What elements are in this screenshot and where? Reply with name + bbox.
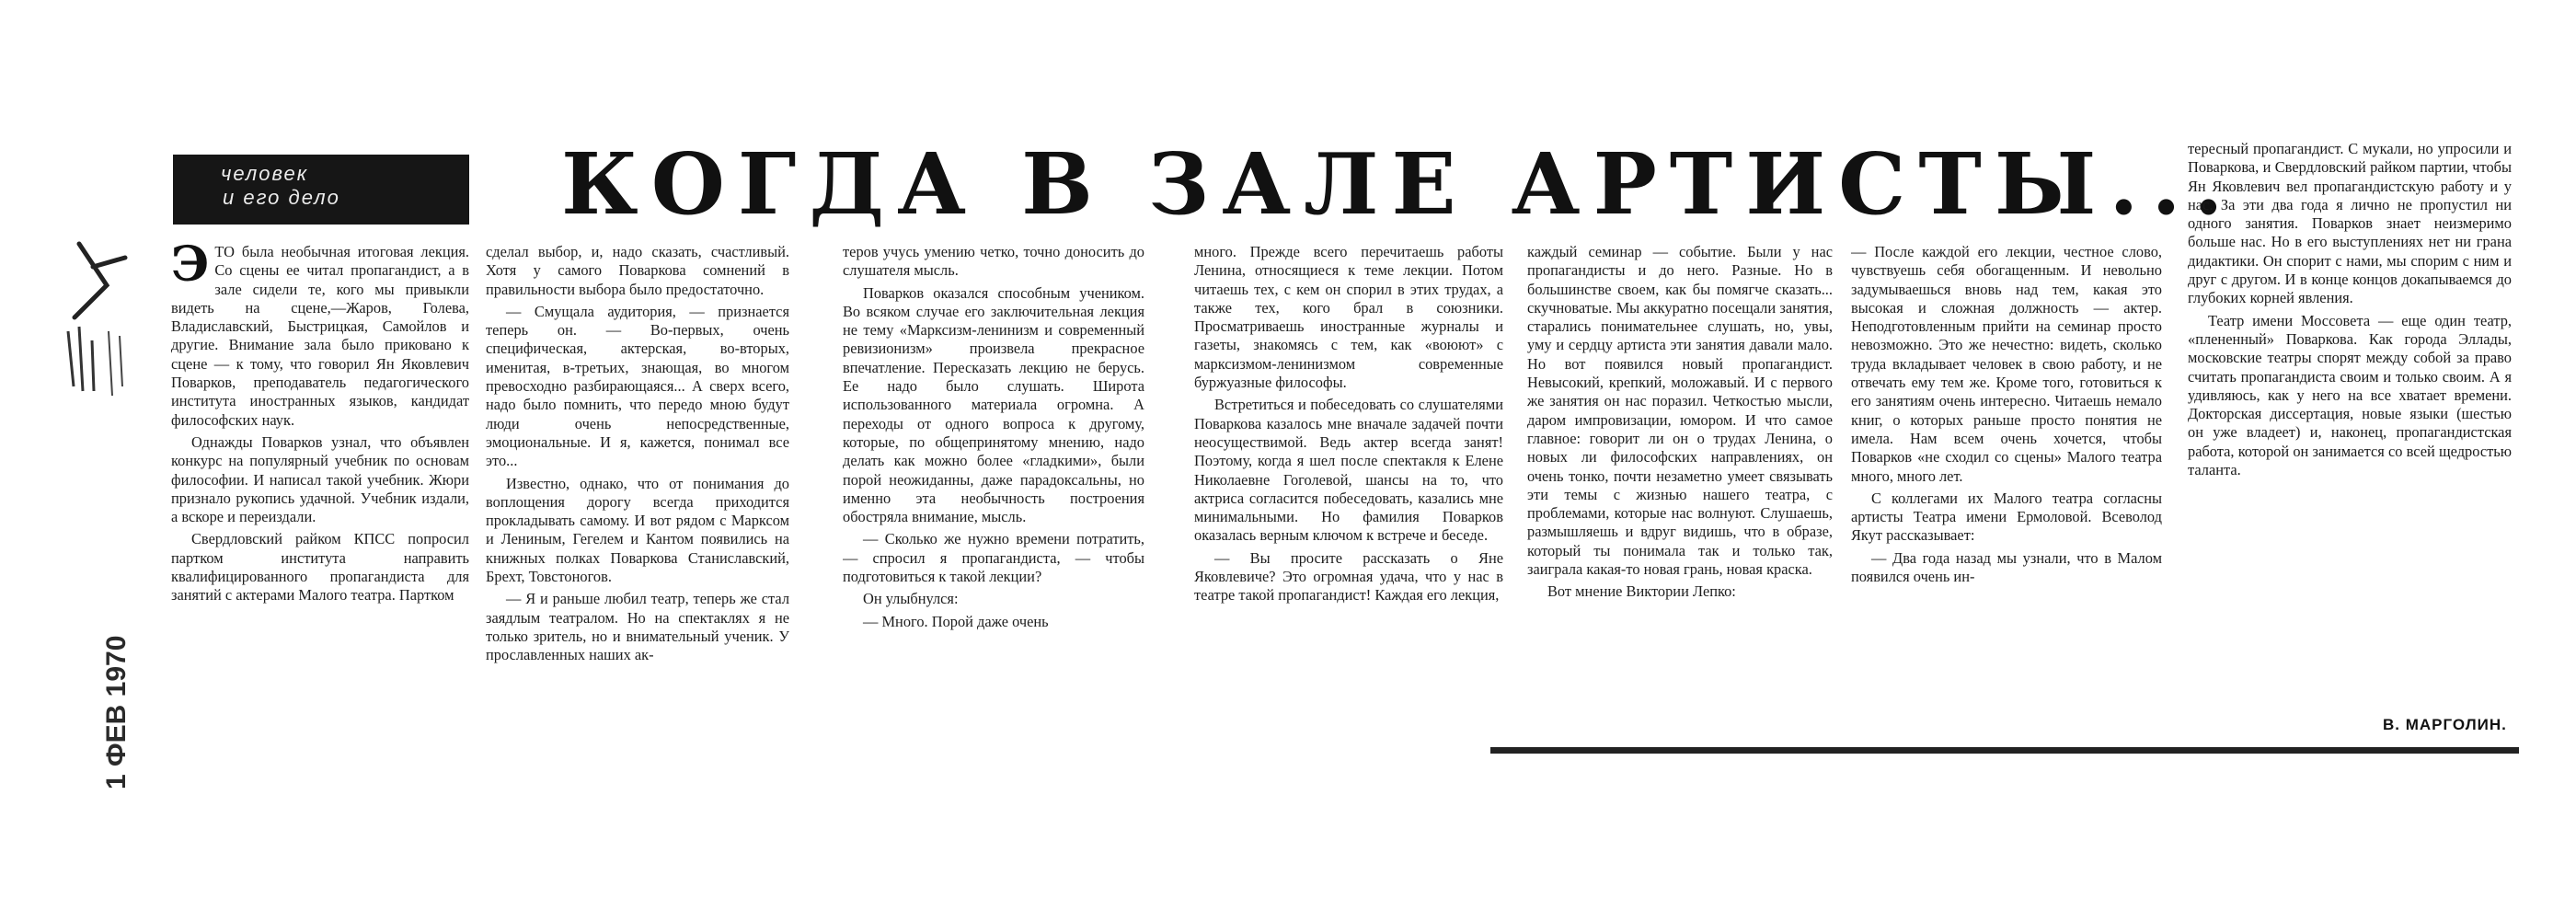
paragraph: — Я и раньше любил театр, теперь же стал заядлым театралом. Но на спектаклях я не только зритель, но и внимательный ученик. У прославленных наших ак- — [486, 590, 789, 664]
paragraph — [171, 243, 469, 430]
article-column-7 — [2188, 140, 2512, 736]
paragraph: Он улыбнулся: — [863, 590, 959, 608]
paragraph: — Смущала аудитория, — признается теперь он. — Во-первых, очень специфическая, актерская, во-вторых, именитая, в-третьих, знающая, во многом превосходно разбирающаяся... А сверх всего, надо было помнить, что передо мною будут люди очень непосредственные, эмоциональные. И я, кажется, понимал все это... — [486, 302, 789, 470]
article-column-5 — [1527, 243, 1833, 734]
article-headline: КОГДА В ЗАЛЕ АРТИСТЫ... — [561, 134, 2237, 234]
paragraph: Однажды Поварков узнал, что объявлен конкурс на популярный учебник по основам философии. И написал такой учебник. Жюри признало рукопись удачной. Учебник издали, а вскоре и переиздали. — [171, 432, 469, 526]
paragraph: тересный пропагандист. С мукали, но упросили и Поваркова, и Свердловский райком партии, чтобы Ян Яковлевич вел пропагандистскую работу и у нас. За эти два года я лично не пропустил ни одного занятия. Поварков знает неизмеримо больше нас. Но в его выступлениях нет ни грана дидактики. Он спорит с нами, мы спорим с ним и друг с другом. И в конце концов докапываемся до глубоких корней явления. — [2188, 140, 2512, 307]
bottom-rule — [1490, 747, 2519, 754]
paragraph: теров учусь умению четко, точно доносить до слушателя мысль. — [843, 243, 1144, 280]
paragraph-text: ТО была необычная итоговая лекция. Со сцены ее читал пропагандист, а в зале сидели те, кого мы привыкли видеть на сцене,—Жаров, Голева, Владиславский, Быстрицкая, Самойлов и другие. Внимание зала было приковано к сцене — к тому, что говорил Ян Яковлевич Поварков, преподаватель педагогического института иностранных языков, кандидат философских наук. — [171, 243, 469, 429]
rubric-line-1: человек — [221, 162, 309, 185]
paragraph: Поварков оказался способным учеником. Во всяком случае его заключительная лекция не тему «Марксизм-ленинизм и современный ревизионизм» произвела прекрасное впечатление. Пересказать лекцию не берусь. Ее надо было слушать. Широта использованного материала огромна. А переходы от одного вопроса к другому, которые, по общепринятому мнению, надо делать как можно более «гладкими», были порой неожиданны, даже парадоксальны, но именно эта необычность построения обостряла внимание, мысль. — [843, 283, 1144, 526]
article-column-3 — [843, 243, 1144, 735]
paragraph: — Вы просите рассказать о Яне Яковлевиче? Это огромная удача, что у нас в театре такой пропагандист! Каждая его лекция, — [1194, 548, 1503, 605]
paragraph: Вот мнение Виктории Лепко: — [1547, 582, 1736, 601]
paragraph: — Много. Порой даже очень — [863, 612, 1049, 630]
article-column-1 — [171, 243, 469, 731]
paragraph: — Два года назад мы узнали, что в Малом появился очень ин- — [1851, 548, 2162, 586]
paragraph: Известно, однако, что от понимания до воплощения дорогу всегда приходится прокладывать самому. И вот рядом с Марксом и Лениным, Гегелем и Кантом появились на книжных полках Поваркова Станиславский, Брехт, Товстоногов. — [486, 474, 789, 586]
paragraph: Свердловский райком КПСС попросил партком института направить квалифицированного пропагандиста для занятий с актерами Малого театра. Партком — [171, 530, 469, 605]
paragraph: Театр имени Моссовета — еще один театр, «плененный» Поварковa. Как города Эллады, московские театры спорят между собой за право считать пропагандиста своим и только своим. А я удивляюсь, как у него на все хватает времени. Докторская диссертация, новые языки (шестью он уже владеет) и, наконец, пропагандистская работа, которой он занимается со всей щедростью таланта. — [2188, 311, 2512, 479]
article-column-6 — [1851, 243, 2162, 734]
rubric-box — [173, 155, 469, 225]
date-stamp-text: 1 ФЕВ 1970 — [101, 635, 132, 789]
paragraph: каждый семинар — событие. Были у нас пропагандисты и до него. Разные. Но в большинстве своем, как бы помягче сказать... скучноватые. Мы аккуратно посещали занятия, старались понимательнее слушать, но, увы, уму и сердцу артиста эти занятия давали мало. Но вот появился новый пропагандист. Невысокий, крепкий, моложавый. И с первого же занятия он нас поразил. Четкостью мысли, даром импровизации, юмором. И что самое главное: говорит ли он о трудах Ленина, о новых ли философских направлениях, он очень тонко, почти незаметно умеет связывать эти темы с жизнью нашего театра, с проблемами, которые нас волнуют. Слушаешь, размышляешь и вдруг видишь, что в образе, который ты понимала так и только так, заиграла какая-то новая грань, новая краска. — [1527, 243, 1833, 579]
paragraph: — После каждой его лекции, честное слово, чувствуешь себя обогащенным. И невольно задумываешься вновь над тем, какая это высокая и сложная должность — актер. Неподготовленным прийти на семинар просто невозможно. Это же нечестно: видеть, сколько труда вкладывает человек в свою работу, и не отвечать ему тем же. Кроме того, готовиться к его занятиям очень интересно. Читаешь немало книг, о которых раньше просто понятия не имела. Нам всем очень хочется, чтобы Поварков «не сходил со сцены» Малого театра много, много лет. — [1851, 243, 2162, 485]
paragraph: Встретиться и побеседовать со слушателями Поваркова казалось мне вначале задачей почти неосуществимой. Ведь актер всегда занят! Поэтому, когда я шел после спектакля к Елене Николаевне Гоголевой, шансы на то, что актриса согласится побеседовать, казались мне минимальными. Но фамилия Поварков оказалась верным ключом к встрече и беседе. — [1194, 396, 1503, 545]
article-column-4 — [1194, 243, 1503, 732]
paragraph: много. Прежде всего перечитаешь работы Ленина, относящиеся к теме лекции. Потом читаешь тех, с кем он спорил в этих трудах, а также тех, кого брал в союзники. Просматриваешь иностранные журналы и газеты, знакомясь с тем, как «воюют» с марксизмом-ленинизмом современные буржуазные философы. — [1194, 243, 1503, 392]
date-stamp — [85, 589, 140, 801]
handwritten-mark — [52, 230, 153, 414]
paragraph: — Сколько же нужно времени потратить, — спросил я пропагандиста, — чтобы подготовиться к такой лекции? — [843, 530, 1144, 586]
article-column-2 — [486, 243, 789, 740]
paragraph: сделал выбор, и, надо сказать, счастливый. Хотя у самого Поваркова сомнений в правильности выбора было предостаточно. — [486, 243, 789, 298]
rubric-line-2: и его дело — [223, 186, 340, 209]
paragraph: С коллегами их Малого театра согласны артисты Театра имени Ермоловой. Всеволод Якут рассказывает: — [1851, 489, 2162, 545]
author-signature: В. МАРГОЛИН. — [2383, 716, 2507, 733]
drop-cap: Э — [171, 243, 210, 293]
